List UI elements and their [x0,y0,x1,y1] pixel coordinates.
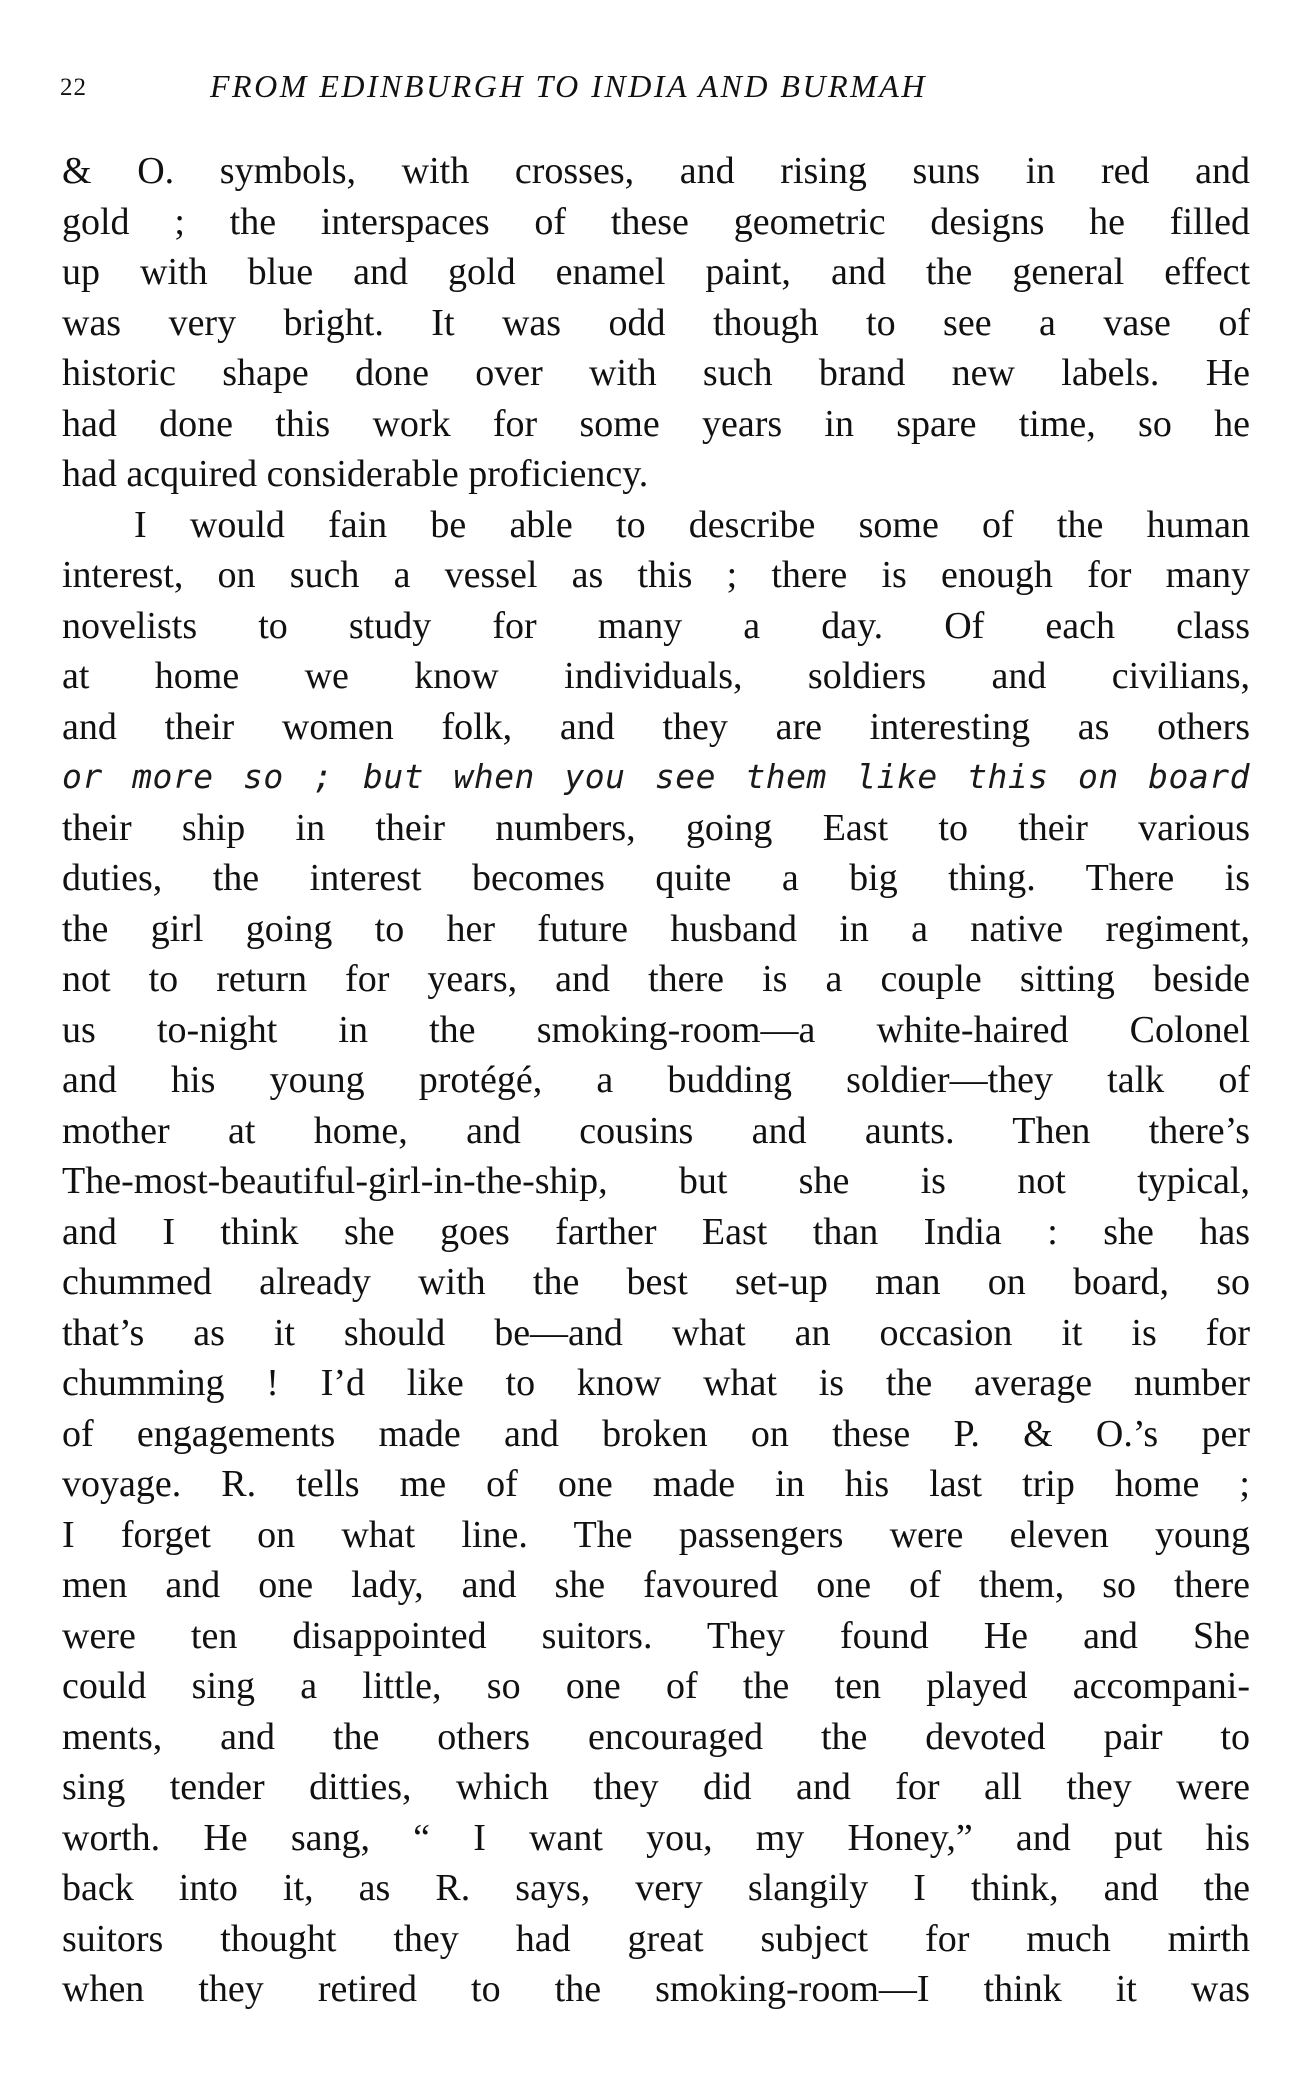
text-line: novelists to study for many a day. Of each class [62,604,1250,647]
paragraph-end-line: had acquired considerable proficiency. [62,453,649,495]
text-line: that’s as it should be—and what an occasion it is for [62,1311,1250,1354]
text-line: us to-night in the smoking-room—a white-haired Colonel [62,1008,1250,1051]
running-head: FROM EDINBURGH TO INDIA AND BURMAH [210,68,927,104]
text-line: voyage. R. tells me of one made in his last trip home ; [62,1463,1250,1505]
text-line: was very bright. It was odd though to see a vase of [62,301,1250,344]
text-line: not to return for years, and there is a couple sitting beside [62,958,1250,1000]
text-line: were ten disappointed suitors. They found He and She [62,1614,1250,1657]
text-line: & O. symbols, with crosses, and rising suns in red and [62,150,1250,192]
text-line: and their women folk, and they are interesting as others [62,705,1250,748]
text-line: the girl going to her future husband in a native regiment, [62,907,1250,950]
paragraph-start-line: I would fain be able to describe some of the human [134,503,1250,546]
text-line: worth. He sang, “ I want you, my Honey,” and put his [62,1816,1250,1859]
text-line: I forget on what line. The passengers were eleven young [62,1513,1250,1556]
text-line: interest, on such a vessel as this ; there is enough for many [62,554,1250,596]
text-line: ments, and the others encouraged the devoted pair to [62,1715,1250,1758]
text-line: at home we know individuals, soldiers and civilians, [62,655,1250,697]
text-line: of engagements made and broken on these P. & O.’s per [62,1412,1250,1455]
text-line: men and one lady, and she favoured one of them, so there [62,1564,1250,1606]
text-line: up with blue and gold enamel paint, and the general effect [62,251,1250,293]
text-line: suitors thought they had great subject for much mirth [62,1917,1250,1960]
text-line: when they retired to the smoking-room—I think it was [62,1968,1250,2010]
text-line: historic shape done over with such brand new labels. He [62,352,1250,394]
text-line: gold ; the interspaces of these geometric designs he filled [62,200,1250,243]
text-line: sing tender ditties, which they did and for all they were [62,1766,1250,1808]
text-line: back into it, as R. says, very slangily I think, and the [62,1867,1250,1909]
text-line: The-most-beautiful-girl-in-the-ship, but she is not typical, [62,1160,1250,1202]
text-line: their ship in their numbers, going East to their various [62,806,1250,849]
text-line: mother at home, and cousins and aunts. Then there’s [62,1109,1250,1152]
body-text [62,146,1250,2015]
distorted-text-line: or more so ; but when you see them like this on board [62,757,1250,796]
text-line: could sing a little, so one of the ten played accompani- [62,1665,1250,1707]
page-number: 22 [60,74,87,101]
text-line: chummed already with the best set-up man on board, so [62,1261,1250,1303]
text-line: had done this work for some years in spare time, so he [62,402,1250,445]
text-line: duties, the interest becomes quite a big thing. There is [62,857,1250,899]
text-line: and I think she goes farther East than India : she has [62,1210,1250,1253]
page-header [60,64,1240,108]
text-line: chumming ! I’d like to know what is the average number [62,1362,1250,1404]
text-line: and his young protégé, a budding soldier—they talk of [62,1059,1250,1101]
